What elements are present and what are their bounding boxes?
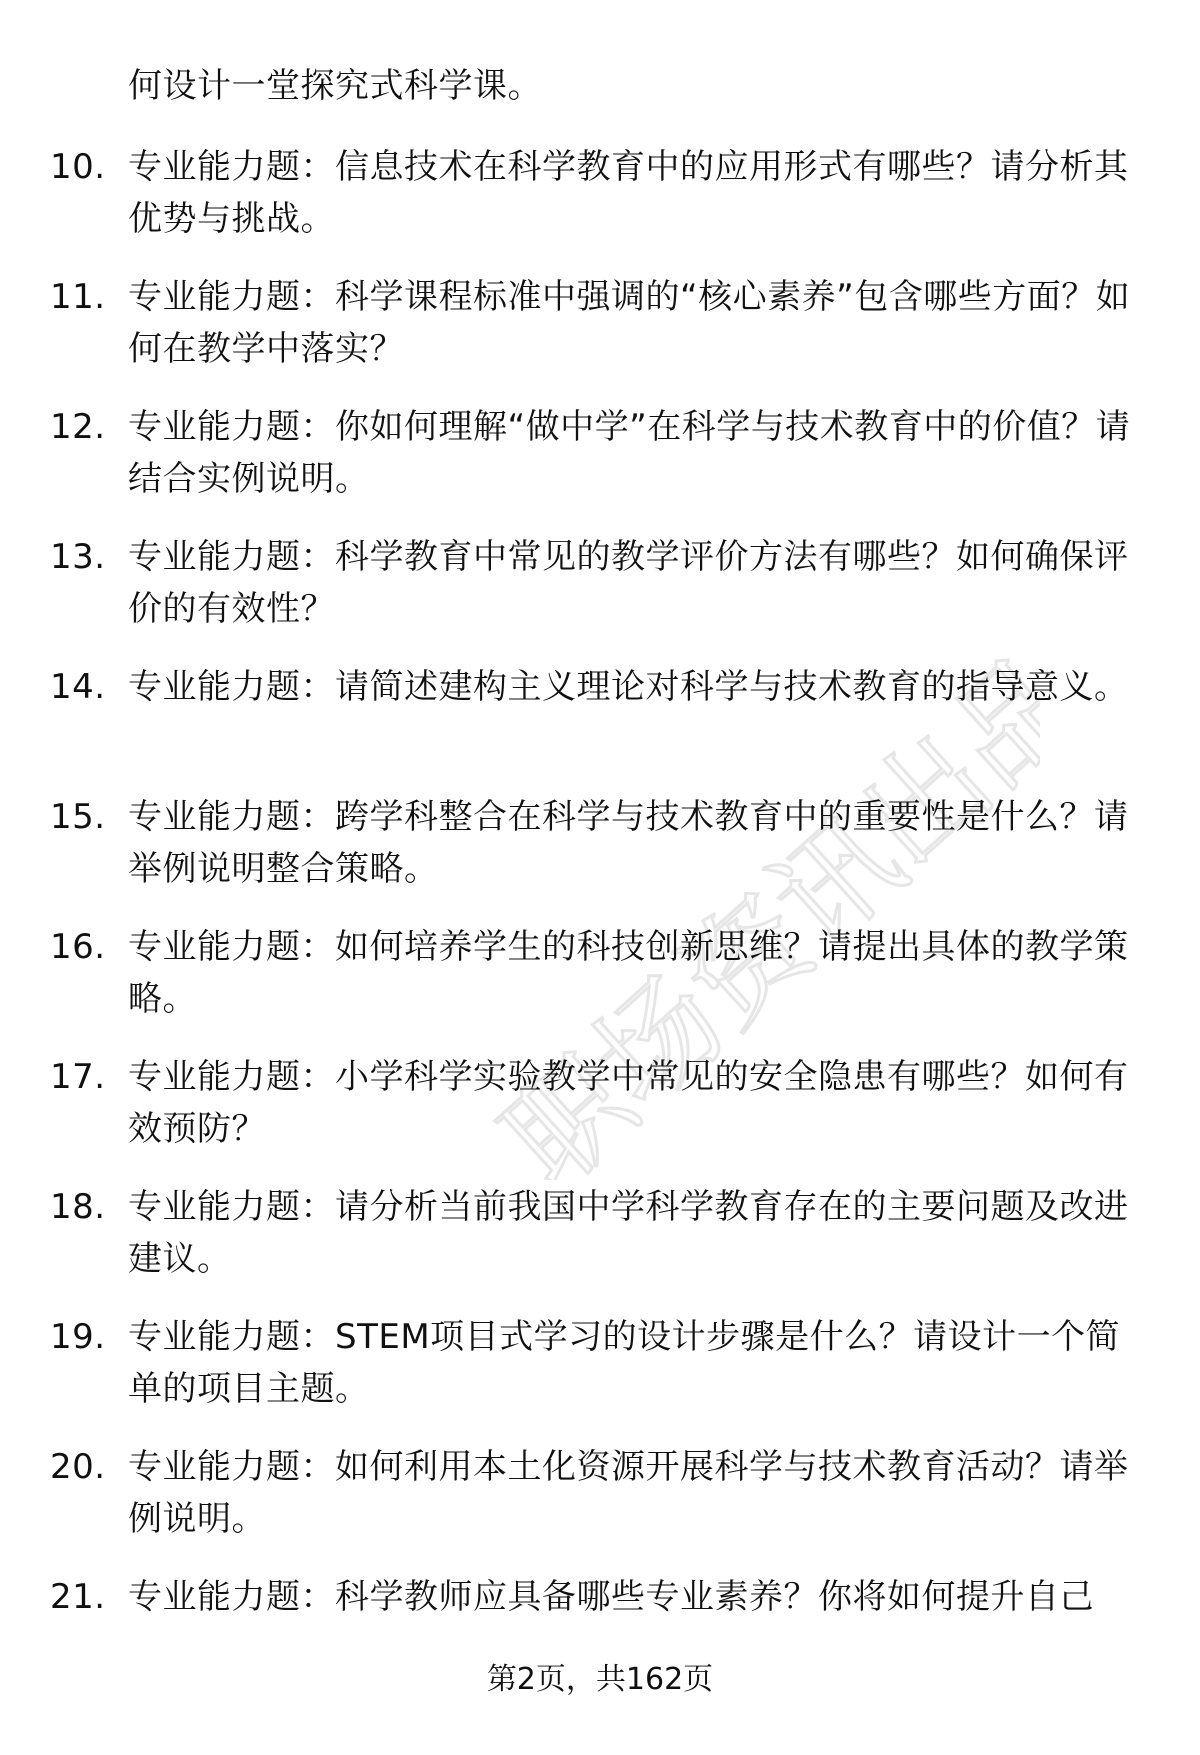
question-item	[0, 1051, 1200, 1181]
question-text: 专业能力题：如何利用本土化资源开展科学与技术教育活动？请举例说明。	[128, 1447, 1129, 1539]
question-number: 16.	[50, 927, 106, 967]
question-item	[0, 401, 1200, 531]
question-number: 19.	[50, 1317, 106, 1357]
question-item	[0, 271, 1200, 401]
question-item	[0, 141, 1200, 271]
question-text: 专业能力题：你如何理解“做中学”在科学与技术教育中的价值？请结合实例说明。	[128, 407, 1131, 499]
question-number: 20.	[50, 1447, 106, 1487]
question-item	[0, 921, 1200, 1051]
question-item	[0, 661, 1200, 791]
question-item	[0, 531, 1200, 661]
question-number: 14.	[50, 667, 106, 707]
question-item	[0, 1441, 1200, 1571]
question-text: 专业能力题：科学教师应具备哪些专业素养？你将如何提升自己	[128, 1577, 1094, 1617]
continuation-text: 何设计一堂探究式科学课。	[128, 66, 542, 106]
page-footer: 第2页，共162页	[486, 1662, 714, 1697]
watermark-text: 职场资讯出品	[479, 628, 1040, 1180]
question-number: 15.	[50, 797, 106, 837]
question-number: 13.	[50, 537, 106, 577]
question-number: 11.	[50, 277, 106, 317]
question-item	[0, 791, 1200, 921]
question-text: 专业能力题：如何培养学生的科技创新思维？请提出具体的教学策略。	[128, 927, 1129, 1019]
question-text: 专业能力题：科学教育中常见的教学评价方法有哪些？如何确保评价的有效性？	[128, 537, 1129, 629]
question-item	[0, 1311, 1200, 1441]
question-text: 专业能力题：小学科学实验教学中常见的安全隐患有哪些？如何有效预防？	[128, 1057, 1129, 1149]
question-number: 12.	[50, 407, 106, 447]
question-text: 专业能力题：STEM项目式学习的设计步骤是什么？请设计一个简单的项目主题。	[128, 1317, 1121, 1409]
question-number: 17.	[50, 1057, 106, 1097]
question-text: 专业能力题：请分析当前我国中学科学教育存在的主要问题及改进建议。	[128, 1187, 1129, 1279]
question-number: 21.	[50, 1577, 106, 1617]
question-item	[0, 1181, 1200, 1311]
question-number: 18.	[50, 1187, 106, 1227]
question-text: 专业能力题：科学课程标准中强调的“核心素养”包含哪些方面？如何在教学中落实？	[128, 277, 1131, 369]
question-text: 专业能力题：请简述建构主义理论对科学与技术教育的指导意义。	[128, 667, 1129, 707]
question-list	[0, 141, 1200, 1701]
question-text: 专业能力题：跨学科整合在科学与技术教育中的重要性是什么？请举例说明整合策略。	[128, 797, 1129, 889]
question-text: 专业能力题：信息技术在科学教育中的应用形式有哪些？请分析其优势与挑战。	[128, 147, 1129, 239]
question-number: 10.	[50, 147, 106, 187]
